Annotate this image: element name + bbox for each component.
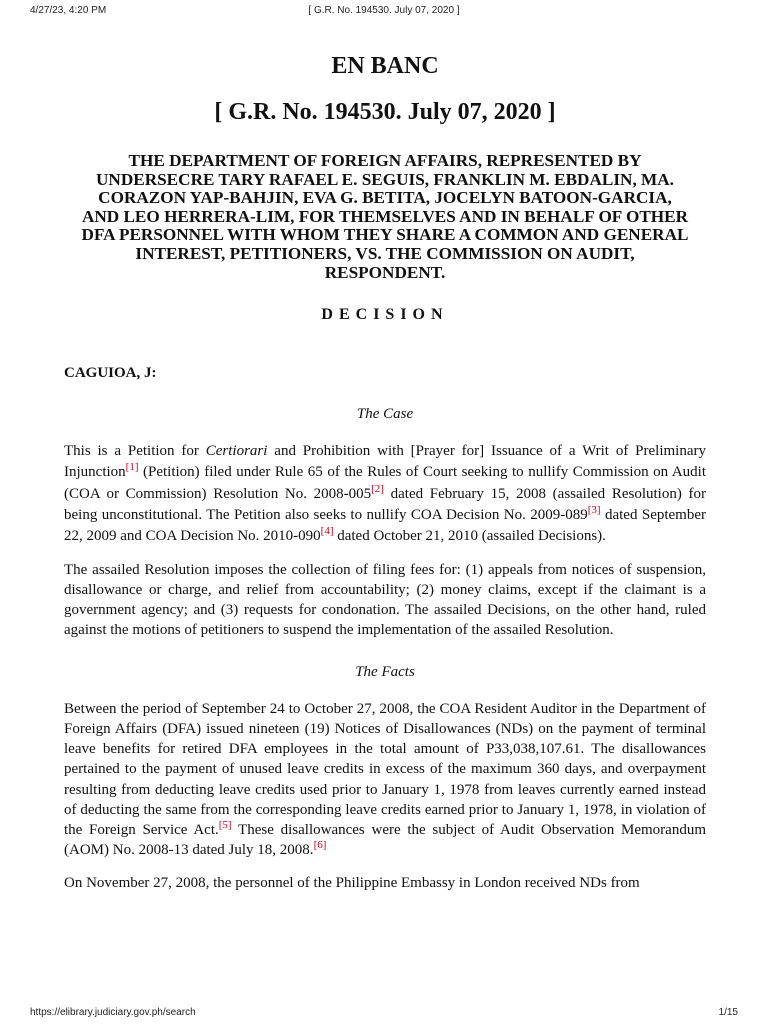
decision-heading: DECISION xyxy=(321,306,449,324)
court-division: EN BANC xyxy=(331,53,439,79)
section-title-facts: The Facts xyxy=(355,664,415,681)
print-doc-title: [ G.R. No. 194530. July 07, 2020 ] xyxy=(308,5,460,16)
paragraph-facts-1: Between the period of September 24 to October 27, 2008, the COA Resident Auditor in the Department of Foreign Affairs (DFA) issued nineteen (19) Notices of Disallowances (NDs) on the payment of terminal leave benefits for retired DFA employees in the total amount of P33,038,107.61. The disallowances pertained to the payment of unused leave credits in excess of the maximum 360 days, and overpayment resulting from deducting leave credits used prior to January 1, 1978 from leaves currently earned instead of deducting the same from the corresponding leave credits earned prior to January 1, 1978, in violation of the Foreign Service Act.[5] These disallowances were the subject of Audit Observation Memorandum (AOM) No. 2008-13 dated July 18, 2008.[6] xyxy=(64,701,707,858)
ponente: CAGUIOA, J: xyxy=(64,365,157,382)
paragraph-facts-2: On November 27, 2008, the personnel of the Philippine Embassy in London received NDs from xyxy=(64,874,640,891)
print-url: https://elibrary.judiciary.gov.ph/search xyxy=(30,1007,196,1018)
section-title-case: The Case xyxy=(356,406,414,423)
footnote-link-5[interactable]: [5] xyxy=(218,818,232,831)
footnote-link-1[interactable]: [1] xyxy=(125,461,139,474)
certiorari-term: Certiorari xyxy=(205,443,268,460)
document-body xyxy=(64,52,706,894)
footnote-link-3[interactable]: [3] xyxy=(587,503,601,516)
case-number: [ G.R. No. 194530. July 07, 2020 ] xyxy=(214,99,556,125)
footnote-link-2[interactable]: [2] xyxy=(371,482,384,495)
footnote-link-4[interactable]: [4] xyxy=(320,524,334,537)
paragraph-case-2: The assailed Resolution imposes the collection of filing fees for: (1) appeals from notices of suspension, disallowance or charge, and relief from accountability; (2) money claims, except if the claimant is a government agency; and (3) requests for condonation. The assailed Decisions, on the other hand, ruled against the motions of petitioners to suspend the implementation of the assailed Resolution. xyxy=(64,562,706,639)
print-datetime: 4/27/23, 4:20 PM xyxy=(30,5,107,16)
footnote-link-6[interactable]: [6] xyxy=(313,838,327,851)
case-parties: THE DEPARTMENT OF FOREIGN AFFAIRS, REPRESENTED BY UNDERSECRE TARY RAFAEL E. SEGUIS, FRANKLIN M. EBDALIN, MA. CORAZON YAP-BAHJIN, EVA G. BETITA, JOCELYN BATOON-GARCIA, AND LEO HERRERA-LIM, FOR THEMSELVES AND IN BEHALF OF OTHER DFA PERSONNEL WITH WHOM THEY SHARE A COMMON AND GENERAL INTEREST, PETITIONERS, VS. THE COMMISSION ON AUDIT, RESPONDENT. xyxy=(81,151,689,282)
page-number: 1/15 xyxy=(718,1007,738,1018)
paragraph-case-1: This is a Petition for Certiorari and Prohibition with [Prayer for] Issuance of a Writ of Preliminary Injunction[1] (Petition) filed under Rule 65 of the Rules of Court seeking to nullify Commission on Audit (COA or Commission) Resolution No. 2008-005[2] dated February 15, 2008 (assailed Resolution) for being unconstitutional. The Petition also seeks to nullify COA Decision No. 2009-089[3] dated September 22, 2009 and COA Decision No. 2010-090[4] dated October 21, 2010 (assailed Decisions). xyxy=(64,443,706,544)
